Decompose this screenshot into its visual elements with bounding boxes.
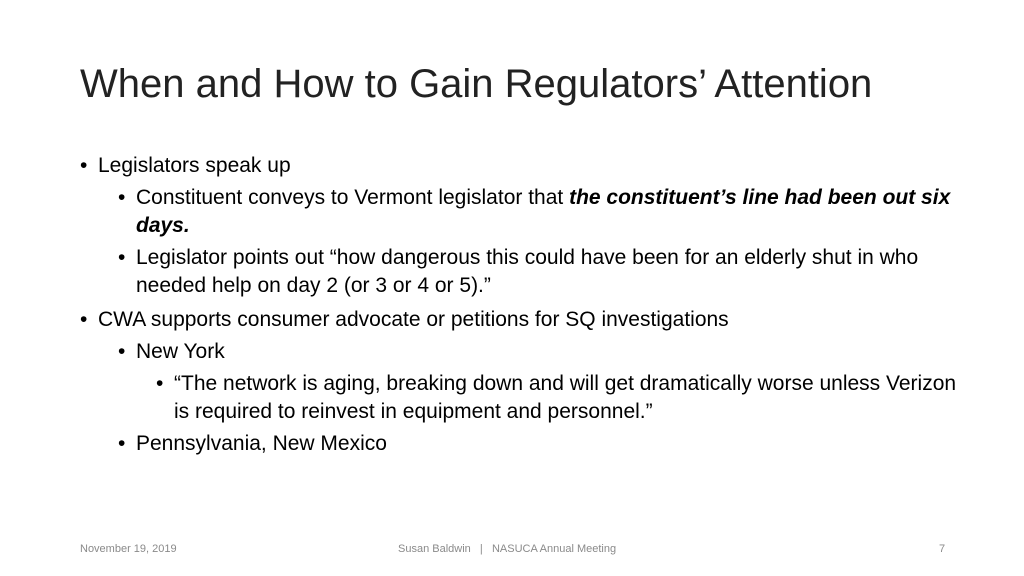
bullet-icon: • <box>118 432 126 455</box>
bullet-icon: • <box>118 340 126 363</box>
bullet-item-legislators <box>80 152 960 180</box>
bullet-icon: • <box>80 154 88 177</box>
bullet-item-new-york <box>80 338 960 366</box>
bullet-text: Legislators speak up <box>98 154 291 177</box>
bullet-list <box>80 152 960 458</box>
slide-number: 7 <box>939 543 946 555</box>
bullet-icon: • <box>118 186 126 209</box>
bullet-emphasis: the constituent’s line had been out six days. <box>136 186 951 237</box>
bullet-text: Legislator points out “how dangerous this could have been for an elderly shut in who needed help on day 2 (or 3 or 4 or 5).” <box>136 246 919 297</box>
footer-date: November 19, 2019 <box>80 543 177 555</box>
bullet-text: New York <box>136 340 225 363</box>
bullet-icon: • <box>156 372 164 395</box>
slide-title: When and How to Gain Regulators’ Attention <box>80 62 873 106</box>
bullet-item-cwa <box>80 306 960 334</box>
footer-presenter: Susan Baldwin | NASUCA Annual Meeting <box>398 543 617 555</box>
bullet-text: CWA supports consumer advocate or petitions for SQ investigations <box>98 308 729 331</box>
bullet-item-pennsylvania <box>80 430 960 458</box>
bullet-text: “The network is aging, breaking down and will get dramatically worse unless Verizon is required to reinvest in equipment and personnel.” <box>174 372 957 423</box>
bullet-item-network-quote <box>80 370 960 426</box>
bullet-item-constituent <box>80 184 960 240</box>
bullet-icon: • <box>80 308 88 331</box>
bullet-text: Constituent conveys to Vermont legislator that <box>136 186 570 209</box>
bullet-item-legislator-quote <box>80 244 960 300</box>
bullet-icon: • <box>118 246 126 269</box>
bullet-text: Pennsylvania, New Mexico <box>136 432 387 455</box>
